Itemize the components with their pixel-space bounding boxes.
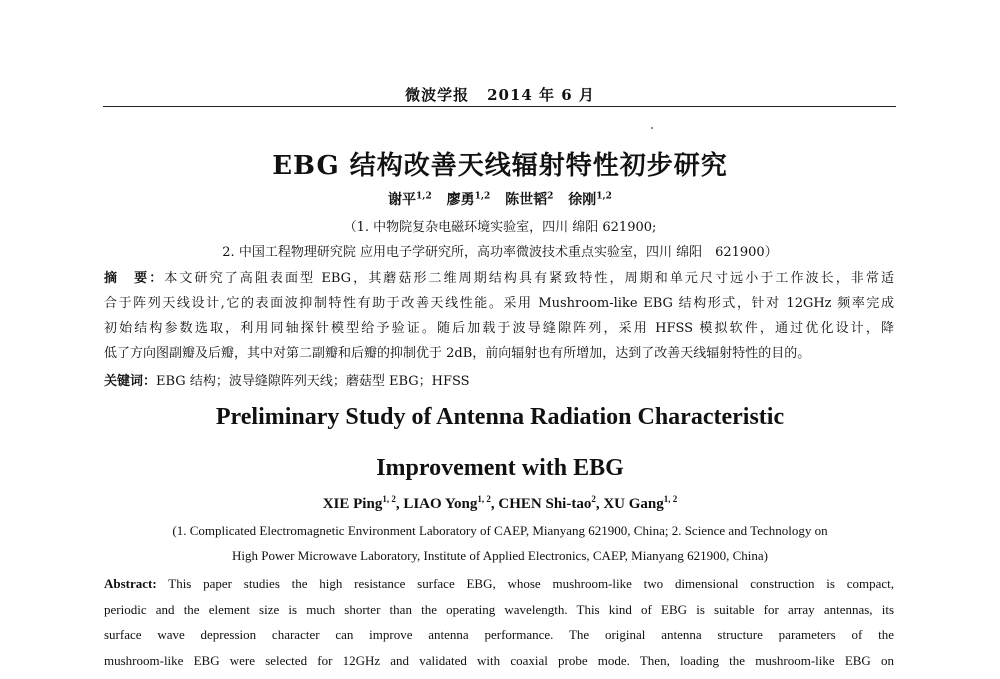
abstract-en-line: Abstract: This paper studies the high resistance surface EBG, whose mushroom-like two dimensional construction is compact, [104,576,894,591]
author-cn: 陈世韬$^2$ [505,191,554,208]
abstract-en-line: periodic and the element size is much shorter than the operating wavelength. This kind of EBG is suitable for array antennas, its [104,601,894,617]
author-en: XU Gang$^{1, 2}$ [603,494,678,512]
keywords-label: 关键词： [104,374,157,389]
speck [651,127,653,129]
journal-name: 微波学报 [405,86,470,104]
keywords-text: EBG 结构；波导缝隙阵列天线；蘑菇型 EBG；HFSS [156,374,470,389]
abstract-cn-line: 摘 要：本文研究了高阻表面型 EBG，其蘑菇形二维周期结构具有紧致特性，周期和单元尺寸远小于工作波长，非常适 [104,271,894,286]
abstract-cn-line: 初始结构参数选取，利用同轴探针模型给予验证。随后加载于波导缝隙阵列，采用 HFSS 模拟软件，通过优化设计，降 [104,321,894,336]
author-en: CHEN Shi-tao$^2$ [498,494,596,512]
abstract-cn-line: 合于阵列天线设计,它的表面波抑制特性有助于改善天线性能。采用 Mushroom-like EBG 结构形式，针对 12GHz 频率完成 [104,296,894,311]
author-cn: 谢平$^{1,2}$ [388,191,432,208]
abstract-en-label: Abstract: [104,576,157,591]
author-cn: 徐刚$^{1,2}$ [568,191,612,208]
keywords-chinese [104,370,470,389]
issue-date: 2014 年 6 月 [487,86,595,104]
abstract-cn-line: 低了方向图副瓣及后瓣，其中对第二副瓣和后瓣的抑制优于 2dB，前向辐射也有所增加，达到了改善天线辐射特性的目的。 [104,346,811,361]
affiliation-cn-1: （1. 中物院复杂电磁环境实验室，四川 绵阳 621900; [343,220,657,235]
affiliation-en-1: (1. Complicated Electromagnetic Environment Laboratory of CAEP, Mianyang 621900, China; 2. Science and Technology on [172,523,828,538]
authors-english: XIE Ping$^{1, 2}$, LIAO Yong$^{1, 2}$, CHEN Shi-tao$^2$, XU Gang$^{1, 2}$ [322,494,678,512]
abstract-cn-label: 摘 要： [104,271,165,286]
title-english-line-2: Improvement with EBG [376,455,624,481]
author-en: LIAO Yong$^{1, 2}$ [403,494,491,512]
abstract-en-line: mushroom-like EBG were selected for 12GHz and validated with coaxial probe mode. Then, loading the mushroom-like EBG on [104,652,894,668]
author-en: XIE Ping$^{1, 2}$ [322,494,396,512]
running-header [0,84,1000,105]
abstract-chinese [104,266,894,366]
header-rule [103,106,896,107]
author-cn: 廖勇$^{1,2}$ [446,191,491,208]
abstract-en-line: surface wave depression character can improve antenna performance. The original antenna structure parameters of the [104,627,894,642]
affiliation-cn-2: 2. 中国工程物理研究院 应用电子学研究所，高功率微波技术重点实验室，四川 绵阳 621900） [222,245,778,260]
abstract-english [104,571,894,673]
title-chinese: EBG 结构改善天线辐射特性初步研究 [272,151,728,181]
title-english-line-1: Preliminary Study of Antenna Radiation Characteristic [215,404,785,430]
affiliation-en-2: High Power Microwave Laboratory, Institute of Applied Electronics, CAEP, Mianyang 621900, China) [231,548,769,563]
authors-chinese [0,189,1000,209]
